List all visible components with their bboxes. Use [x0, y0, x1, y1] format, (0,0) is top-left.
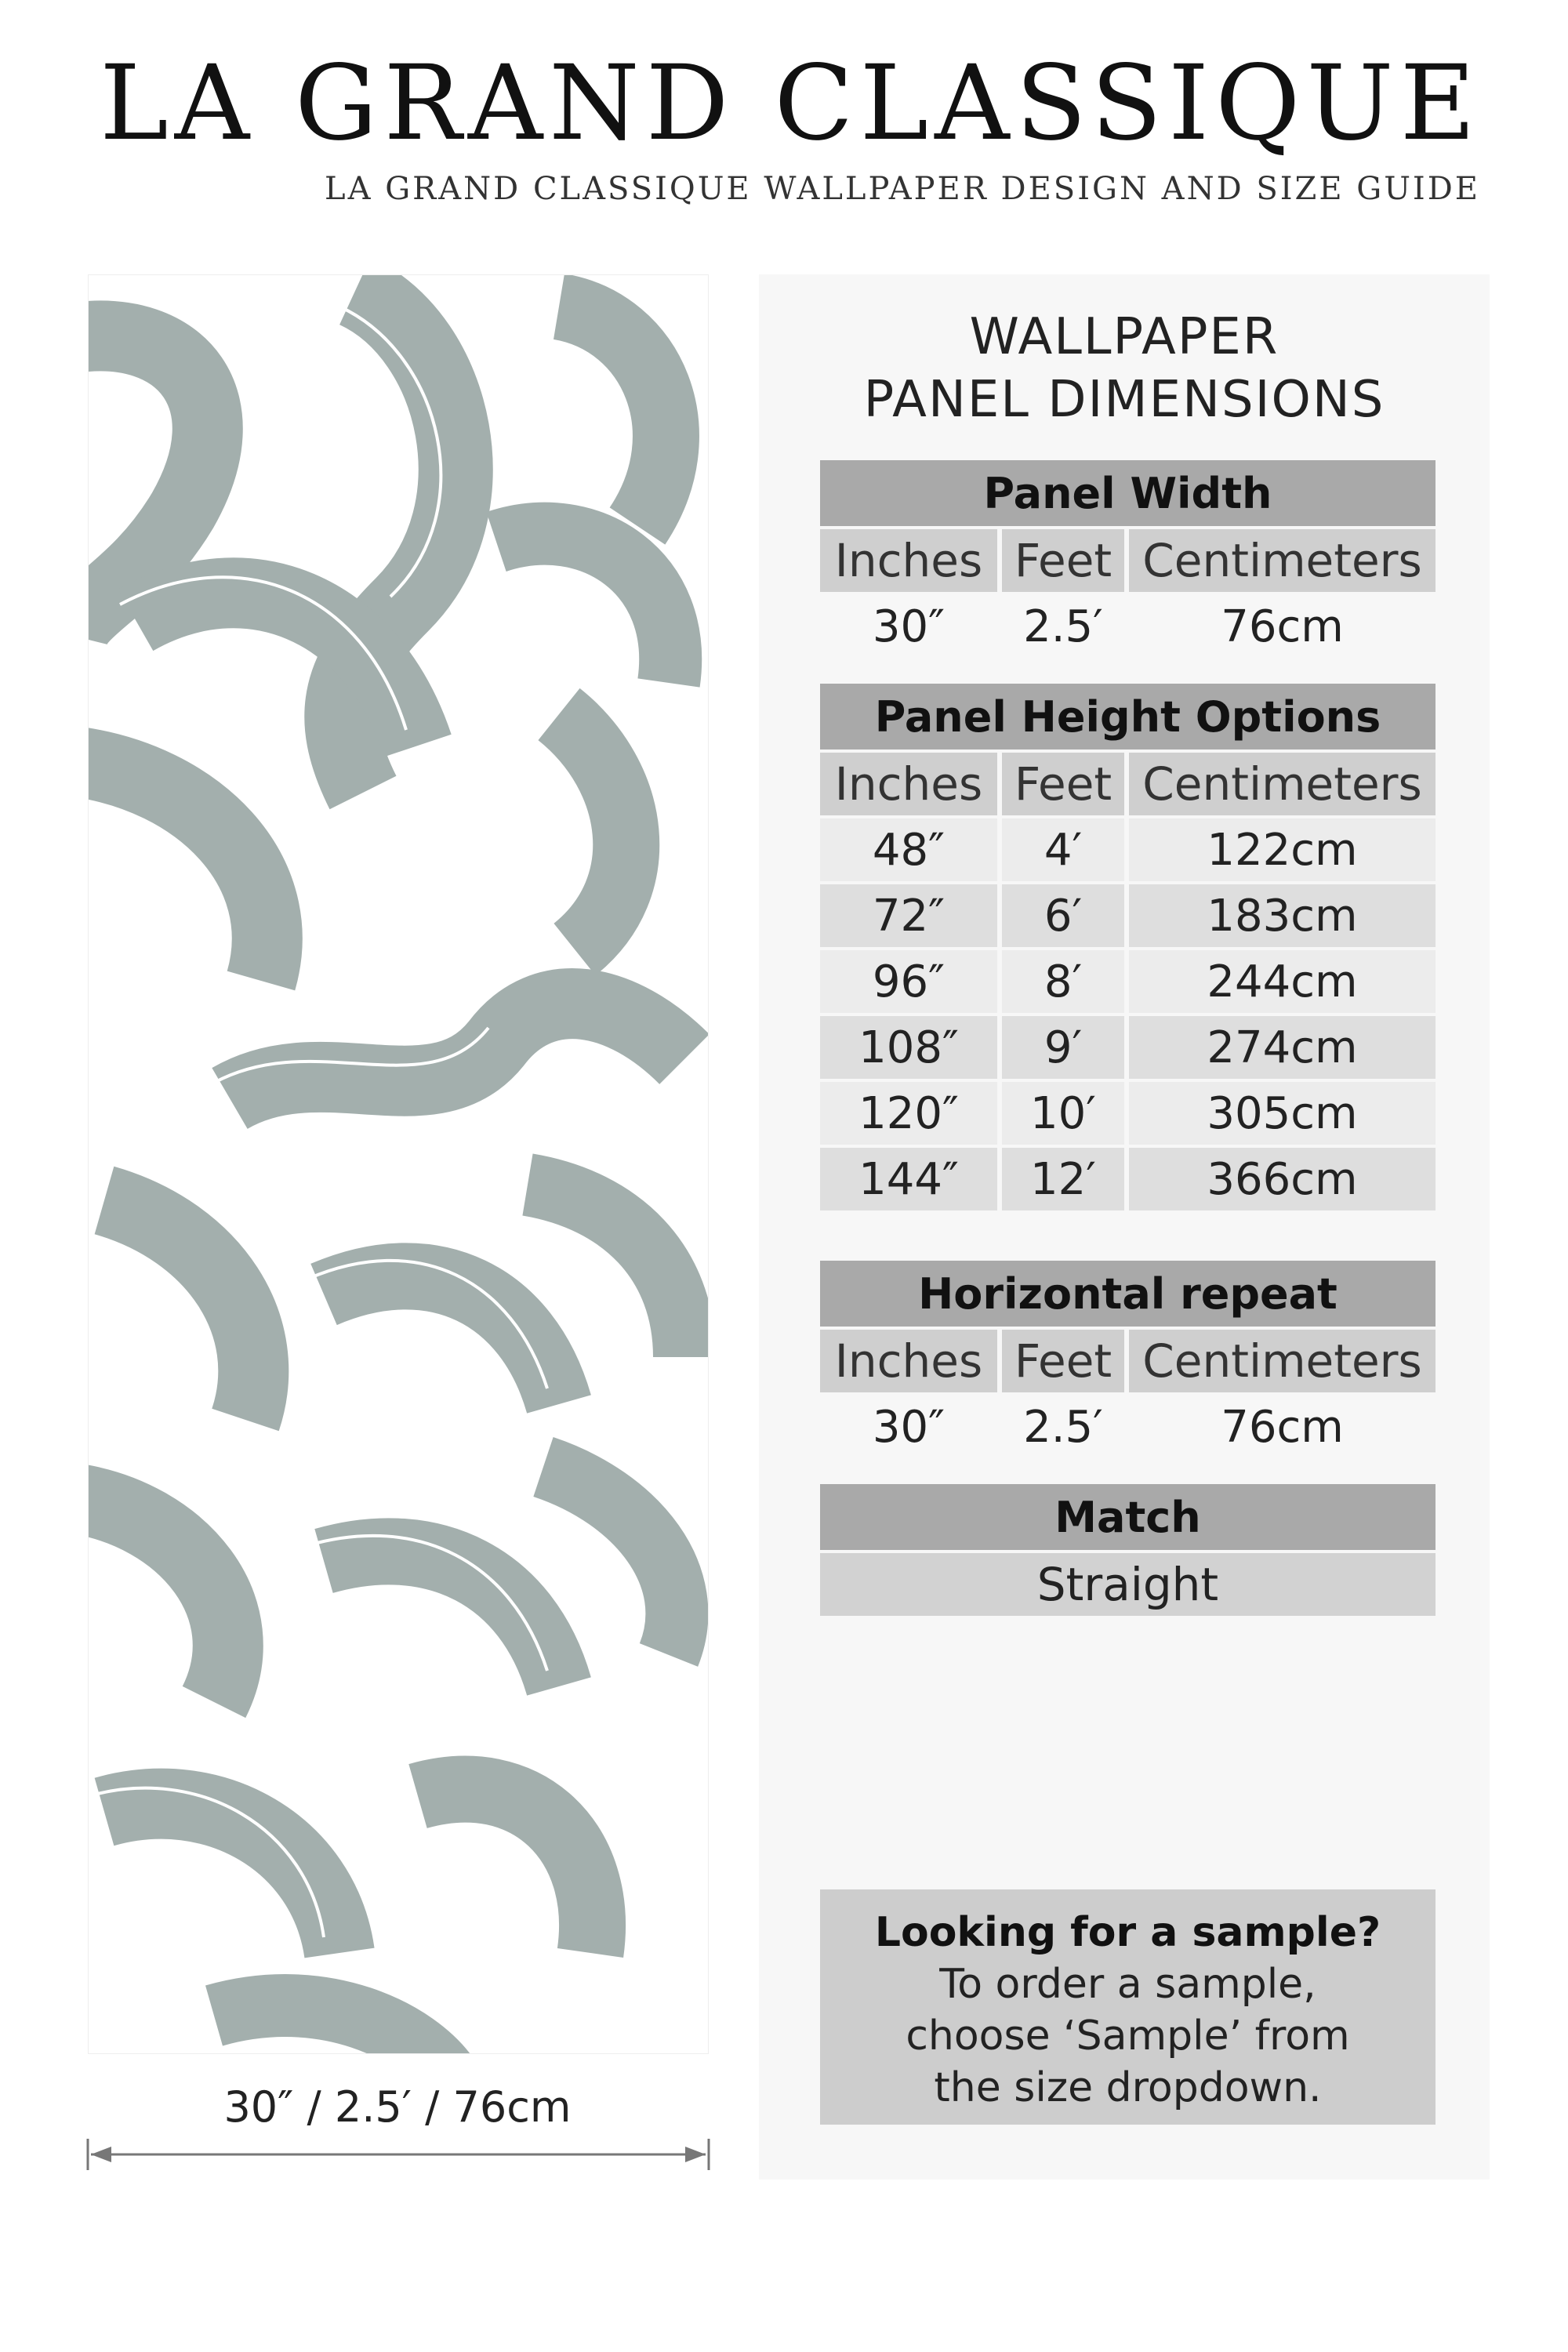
- specs-heading-line-1: WALLPAPER: [969, 308, 1279, 366]
- table-row: [820, 595, 1436, 658]
- column-header-inches: Inches: [820, 1330, 997, 1392]
- cell-feet: 9′: [1002, 1016, 1124, 1079]
- panel-width-column-headers: [820, 529, 1436, 592]
- cell-inches: 72″: [820, 884, 997, 947]
- cell-centimeters: 305cm: [1129, 1082, 1436, 1145]
- cell-centimeters: 76cm: [1221, 1401, 1344, 1453]
- cell-inches: 48″: [820, 818, 997, 881]
- panel-width-label: 30″ / 2.5′ / 76cm: [223, 2082, 572, 2132]
- cell-centimeters: 274cm: [1129, 1016, 1436, 1079]
- panel-width-header: Panel Width: [820, 460, 1436, 526]
- sample-line-3: the size dropdown.: [934, 2064, 1322, 2111]
- match-header: Match: [820, 1484, 1436, 1550]
- wallpaper-pattern-preview: [88, 274, 709, 2054]
- column-header-feet: Feet: [1002, 753, 1124, 815]
- horizontal-repeat-section: [820, 1261, 1436, 1461]
- table-row: [820, 950, 1436, 1013]
- table-row: [820, 1396, 1436, 1458]
- match-section: [820, 1484, 1436, 1619]
- cell-feet: 8′: [1002, 950, 1124, 1013]
- sample-title: Looking for a sample?: [874, 1909, 1381, 1956]
- cell-inches: 30″: [872, 601, 946, 652]
- table-row: [820, 818, 1436, 881]
- table-row: [820, 1082, 1436, 1145]
- cell-feet: 4′: [1002, 818, 1124, 881]
- table-row: [820, 1148, 1436, 1210]
- horizontal-repeat-header: Horizontal repeat: [820, 1261, 1436, 1327]
- cell-feet: 6′: [1002, 884, 1124, 947]
- specs-heading-line-2: PANEL DIMENSIONS: [863, 371, 1385, 429]
- brand-title: LA GRAND CLASSIQUE: [100, 43, 1482, 164]
- brand-subtitle: LA GRAND CLASSIQUE WALLPAPER DESIGN AND SIZE GUIDE: [325, 171, 1480, 207]
- cell-centimeters: 122cm: [1129, 818, 1436, 881]
- match-row: [820, 1553, 1436, 1616]
- match-value: Straight: [820, 1553, 1436, 1616]
- width-dimension-arrow-icon: [85, 2139, 712, 2170]
- column-header-feet: Feet: [1002, 1330, 1124, 1392]
- cell-inches: 144″: [820, 1148, 997, 1210]
- cell-centimeters: 244cm: [1129, 950, 1436, 1013]
- panel-height-section: [820, 684, 1436, 1214]
- cell-centimeters: 366cm: [1129, 1148, 1436, 1210]
- horizontal-repeat-column-headers: [820, 1330, 1436, 1392]
- specs-heading: [759, 306, 1490, 431]
- column-header-centimeters: Centimeters: [1129, 753, 1436, 815]
- sample-instructions: [820, 1958, 1436, 2114]
- panel-height-header: Panel Height Options: [820, 684, 1436, 750]
- column-header-inches: Inches: [820, 529, 997, 592]
- cell-feet: 12′: [1002, 1148, 1124, 1210]
- table-row: [820, 884, 1436, 947]
- cell-centimeters: 76cm: [1221, 601, 1344, 652]
- cell-inches: 96″: [820, 950, 997, 1013]
- cell-inches: 108″: [820, 1016, 997, 1079]
- column-header-centimeters: Centimeters: [1129, 529, 1436, 592]
- sample-line-1: To order a sample,: [939, 1961, 1316, 2008]
- brushstroke-pattern: [89, 275, 708, 2053]
- panel-width-section: [820, 460, 1436, 661]
- sample-info-box: [820, 1889, 1436, 2125]
- cell-centimeters: 183cm: [1129, 884, 1436, 947]
- sample-line-2: choose ‘Sample’ from: [906, 2013, 1350, 2060]
- cell-feet: 10′: [1002, 1082, 1124, 1145]
- column-header-feet: Feet: [1002, 529, 1124, 592]
- cell-feet: 2.5′: [1023, 1401, 1103, 1453]
- column-header-centimeters: Centimeters: [1129, 1330, 1436, 1392]
- column-header-inches: Inches: [820, 753, 997, 815]
- cell-feet: 2.5′: [1023, 601, 1103, 652]
- specs-card: [759, 274, 1490, 2180]
- cell-inches: 120″: [820, 1082, 997, 1145]
- cell-inches: 30″: [872, 1401, 946, 1453]
- table-row: [820, 1016, 1436, 1079]
- panel-height-column-headers: [820, 753, 1436, 815]
